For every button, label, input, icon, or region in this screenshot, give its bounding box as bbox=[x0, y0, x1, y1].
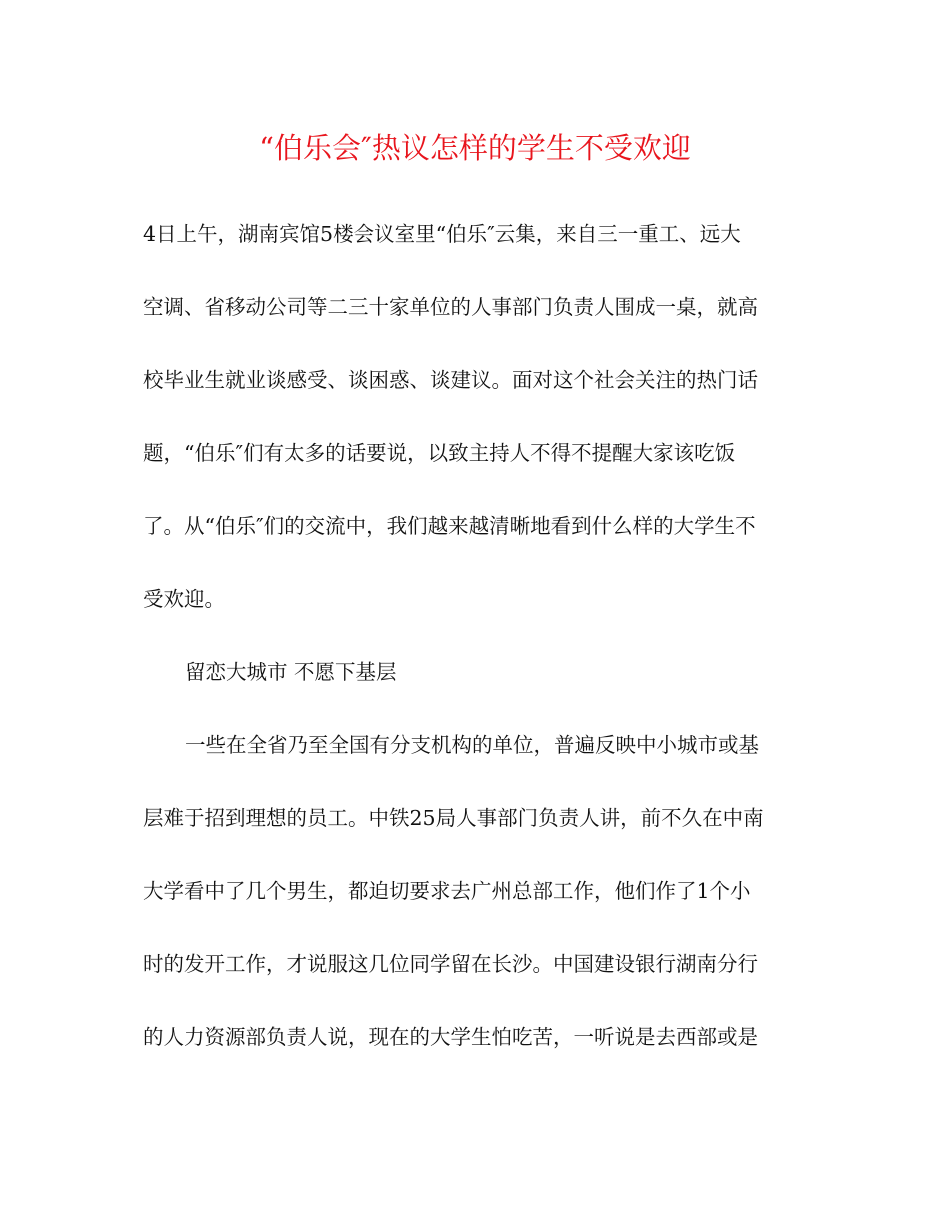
paragraph-line: 校毕业生就业谈感受、谈困惑、谈建议。面对这个社会关注的热门话 bbox=[143, 368, 758, 392]
paragraph-line: 层难于招到理想的员工。中铁25局人事部门负责人讲，前不久在中南 bbox=[143, 806, 764, 830]
document-title: “伯乐会″热议怎样的学生不受欢迎 bbox=[259, 131, 691, 165]
paragraph-line: 空调、省移动公司等二三十家单位的人事部门负责人围成一桌，就高 bbox=[143, 295, 758, 319]
paragraph-line: 受欢迎。 bbox=[143, 587, 225, 611]
paragraph-line: 4日上午，湖南宾馆5楼会议室里“伯乐″云集，来自三一重工、远大 bbox=[143, 222, 741, 246]
paragraph-line: 了。从“伯乐″们的交流中，我们越来越清晰地看到什么样的大学生不 bbox=[143, 514, 756, 538]
section-heading: 留恋大城市 不愿下基层 bbox=[185, 660, 397, 684]
paragraph-line: 题，“伯乐″们有太多的话要说，以致主持人不得不提醒大家该吃饭 bbox=[143, 441, 736, 465]
paragraph-line: 时的发开工作，才说服这几位同学留在长沙。中国建设银行湖南分行 bbox=[143, 952, 758, 976]
paragraph-line: 一些在全省乃至全国有分支机构的单位，普遍反映中小城市或基 bbox=[185, 733, 759, 757]
paragraph-line: 大学看中了几个男生，都迫切要求去广州总部工作，他们作了1个小 bbox=[143, 879, 751, 903]
paragraph-line: 的人力资源部负责人说，现在的大学生怕吃苦，一听说是去西部或是 bbox=[143, 1025, 758, 1049]
paragraph-intro bbox=[143, 198, 808, 1074]
